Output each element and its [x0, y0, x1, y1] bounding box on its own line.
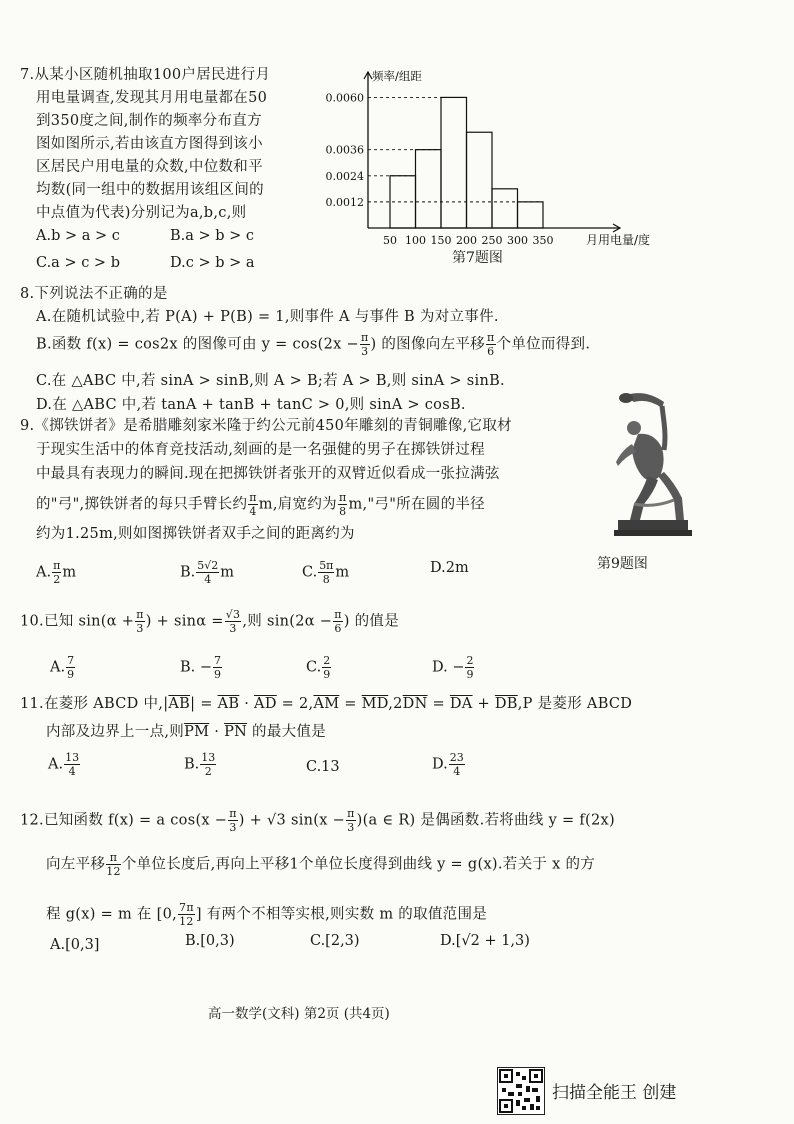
histogram-bar: [492, 189, 518, 228]
q7-line-5: 区居民户用电量的众数,中位数和平: [36, 159, 263, 175]
x-tick-label: 300: [507, 234, 528, 247]
x-tick-label: 50: [383, 234, 397, 247]
q8-option-b: B.函数 f(x) = cos2x 的图像可由 y = cos(2x − $\frac{\pi}{3}$ ) 的图像向左平移 $\frac{\pi}{6}$ 个单位而得到.: [36, 331, 591, 358]
q10-option-a: A. $\frac{7}{9}$: [50, 654, 75, 681]
q11-option-d: D. $\frac{23}{4}$: [432, 751, 464, 778]
q9-option-d: D.2m: [430, 560, 469, 576]
q12-line-2: 向左平移 $\frac{\pi}{12}$ 个单位长度后,再向上平移1个单位长度得到曲线 y = g(x).若关于 x 的方: [46, 851, 596, 878]
q9-line-5: 约为1.25m,则如图掷铁饼者双手之间的距离约为: [36, 526, 355, 542]
x-axis-label: 月用电量/度: [586, 233, 651, 247]
q8-stem: 8.下列说法不正确的是: [20, 286, 168, 302]
q9-line-4: 的"弓",掷铁饼者的每只手臂长约 $\frac{\pi}{4}$ m,肩宽约为 $\frac{\pi}{8}$ m,"弓"所在圆的半径: [36, 491, 485, 518]
fraction-pi-3: $\frac{\pi}{3}$: [360, 331, 369, 358]
discus-thrower-statue-image: [604, 388, 692, 538]
x-tick-label: 100: [405, 234, 426, 247]
y-tick-label: 0.0024: [325, 169, 364, 183]
q7-line-7: 中点值为代表)分别记为a,b,c,则: [36, 205, 247, 221]
q9-line-2: 于现实生活中的体育竞技活动,刻画的是一名强健的男子在掷铁饼过程: [36, 442, 485, 458]
q11-option-b: B. $\frac{13}{2}$: [184, 751, 216, 778]
q9-line-1: 9.《掷铁饼者》是希腊雕刻家米隆于约公元前450年雕刻的青铜雕像,它取材: [20, 418, 512, 434]
q11-option-c: C.13: [306, 759, 340, 775]
q12-line-1: 12.已知函数 f(x) = a cos(x − $\frac{\pi}{3}$ ) + √3 sin(x − $\frac{\pi}{3}$ )(a ∈ R) 是偶函数.若将曲线 y = f(2x): [20, 807, 615, 834]
q9-option-a: A. $\frac{\pi}{2}$ m: [36, 559, 77, 586]
q11-option-a: A. $\frac{13}{4}$: [48, 751, 80, 778]
y-tick-label: 0.0036: [325, 143, 364, 157]
q10-stem: 10.已知 sin(α + $\frac{\pi}{3}$ ) + sinα = $\frac{√3}{3}$ ,则 sin(2α − $\frac{\pi}{6}$ ) 的值是: [20, 608, 400, 635]
q8-option-d: D.在 △ABC 中,若 tanA + tanB + tanC > 0,则 sinA > cosB.: [36, 397, 466, 413]
q7-figure-caption: 第7题图: [452, 250, 503, 266]
q7-line-1: 7.从某小区随机抽取100户居民进行月: [20, 67, 271, 83]
y-tick-label: 0.0060: [325, 91, 364, 105]
histogram-bar: [441, 97, 467, 228]
x-tick-label: 200: [456, 234, 477, 247]
q12-option-c: C.[2,3): [310, 933, 360, 949]
x-tick-label: 350: [532, 234, 554, 247]
q7-option-b: B.a > b > c: [170, 228, 255, 244]
q7-line-4: 图如图所示,若由该直方图得到该小: [36, 136, 263, 152]
q11-line-1: 11.在菱形 ABCD 中$,|\overline{AB}| = \overline{AB} \cdot \overline{AD} = 2,\overline{AM} = \overline{MD},2\overline{DN} = \overline{DA} + \overline{DB},P$ 是菱形 ABCD: [20, 696, 633, 712]
y-axis-label: 频率/组距: [372, 69, 422, 83]
q7-line-6: 均数(同一组中的数据用该组区间的: [36, 182, 264, 198]
q9-option-b: B. $\frac{5√2}{4}$ m: [180, 559, 235, 586]
q9-option-c: C. $\frac{5\pi}{8}$ m: [302, 559, 350, 586]
y-tick-label: 0.0012: [325, 195, 364, 209]
q8-option-c: C.在 △ABC 中,若 sinA > sinB,则 A > B;若 A > B,则 sinA > sinB.: [36, 373, 505, 389]
fraction-pi-6: $\frac{\pi}{6}$: [486, 331, 495, 358]
qr-code-icon: [497, 1067, 545, 1115]
q10-option-d: D. − $\frac{2}{9}$: [432, 654, 474, 681]
x-tick-label: 250: [481, 234, 503, 247]
q12-option-d: D.[√2 + 1,3): [440, 933, 530, 949]
q8-option-a: A.在随机试验中,若 P(A) + P(B) = 1,则事件 A 与事件 B 为对立事件.: [36, 309, 499, 325]
q7-option-d: D.c > b > a: [170, 255, 255, 271]
histogram-bar: [518, 202, 544, 228]
q10-option-b: B. − $\frac{7}{9}$: [180, 654, 222, 681]
fraction-pi-8: $\frac{\pi}{8}$: [338, 491, 347, 518]
q7-line-2: 用电量调查,发现其月用电量都在50: [36, 90, 268, 106]
fraction-pi-4: $\frac{\pi}{4}$: [249, 491, 257, 518]
q7-option-a: A.b > a > c: [36, 228, 120, 244]
q12-line-3: 程 g(x) = m 在 [0, $\frac{7\pi}{12}$ ] 有两个不相等实根,则实数 m 的取值范围是: [46, 901, 488, 928]
q7-option-c: C.a > c > b: [36, 255, 120, 271]
q12-option-b: B.[0,3): [185, 933, 235, 949]
q7-line-3: 到350度之间,制作的频率分布直方: [36, 113, 262, 129]
scanner-watermark: 扫描全能王 创建: [552, 1083, 677, 1103]
q11-line-2: 内部及边界上一点,则$\overline{PM} \cdot \overline{PN}$ 的最大值是: [46, 724, 327, 740]
page-footer: 高一数学(文科) 第2页 (共4页): [208, 1006, 390, 1022]
q9-line-3: 中最具有表现力的瞬间.现在把掷铁饼者张开的双臂近似看成一张拉满弦: [36, 466, 500, 482]
q12-option-a: A.[0,3]: [50, 937, 100, 953]
histogram-bar: [416, 150, 442, 228]
q9-figure-caption: 第9题图: [597, 556, 648, 572]
q10-option-c: C. $\frac{2}{9}$: [306, 654, 331, 681]
x-tick-label: 150: [430, 234, 452, 247]
histogram-bar: [467, 132, 493, 228]
histogram-chart: [320, 58, 690, 258]
